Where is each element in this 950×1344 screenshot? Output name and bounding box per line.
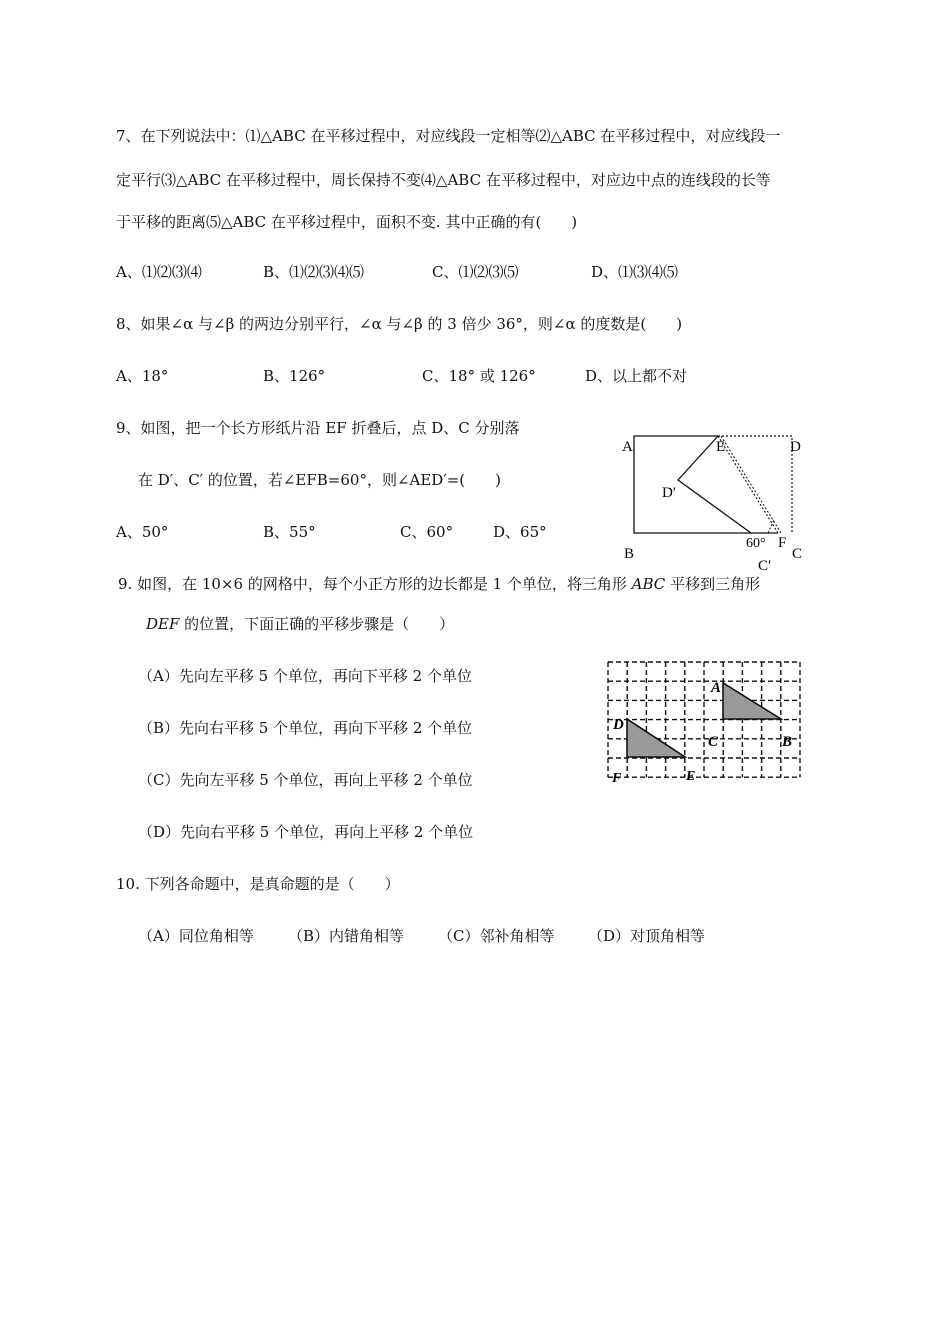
q7-option-a: A、⑴⑵⑶⑷ xyxy=(116,263,202,281)
q7-option-c: C、⑴⑵⑶⑸ xyxy=(432,263,519,281)
q9b-option-a: （A）先向左平移 5 个单位，再向下平移 2 个单位 xyxy=(138,667,472,685)
q10-option-b: （B）内错角相等 xyxy=(288,927,405,945)
rect-dotted-edges xyxy=(718,436,792,533)
q8-option-a: A、18° xyxy=(116,367,169,385)
label-d: D xyxy=(613,717,624,733)
label-a: A xyxy=(711,680,722,696)
triangle-def xyxy=(627,719,685,757)
q9b-line1-post: 平移到三角形 xyxy=(665,575,761,593)
label-d-prime: D′ xyxy=(662,485,677,501)
q7-line3: 于平移的距离⑸△ABC 在平移过程中，面积不变. 其中正确的有( ) xyxy=(116,213,578,231)
label-b: B xyxy=(624,546,635,562)
q8-option-b: B、126° xyxy=(263,367,326,385)
q9a-option-c: C、60° xyxy=(400,523,454,541)
label-a: A xyxy=(622,439,633,455)
label-d: D xyxy=(790,439,801,455)
q7-option-b: B、⑴⑵⑶⑷⑸ xyxy=(263,263,365,281)
label-f: F xyxy=(612,771,622,786)
q7-line1: 7、在下列说法中：⑴△ABC 在平移过程中，对应线段一定相等⑵△ABC 在平移过程中，对应线段一 xyxy=(116,127,781,145)
q10-option-a: （A）同位角相等 xyxy=(138,927,254,945)
q9b-option-d: （D）先向右平移 5 个单位，再向上平移 2 个单位 xyxy=(138,823,474,841)
q9b-line2 xyxy=(146,614,454,634)
q9a-option-a: A、50° xyxy=(116,523,169,541)
label-c: C xyxy=(792,546,803,562)
label-e: E xyxy=(686,769,696,784)
q9b-line1-pre: 9. 如图，在 10×6 的网格中，每个小正方形的边长都是 1 个单位，将三角形 xyxy=(118,575,632,593)
q7-line2: 定平行⑶△ABC 在平移过程中，周长保持不变⑷△ABC 在平移过程中，对应边中点的连线段的长等 xyxy=(116,171,771,189)
q8-option-c: C、18° 或 126° xyxy=(422,367,536,385)
q9a-line2: 在 D′、C′ 的位置，若∠EFB=60°，则∠AED′=( ) xyxy=(138,471,502,489)
label-c-prime: C′ xyxy=(758,558,772,574)
label-e: E xyxy=(716,439,726,455)
q7-option-d: D、⑴⑶⑷⑸ xyxy=(591,263,679,281)
label-c: C xyxy=(708,734,719,750)
q9a-option-b: B、55° xyxy=(263,523,316,541)
q8-line1: 8、如果∠α 与∠β 的两边分别平行，∠α 与∠β 的 3 倍少 36°，则∠α 的度数是( ) xyxy=(116,315,683,333)
q10-option-c: （C）邻补角相等 xyxy=(438,927,555,945)
q9a-line1: 9、如图，把一个长方形纸片沿 EF 折叠后，点 D、C 分别落 xyxy=(116,419,520,437)
q10-option-d: （D）对顶角相等 xyxy=(588,927,706,945)
fold-line-ef xyxy=(718,436,778,533)
label-f: F xyxy=(778,535,787,551)
rect-solid-edges xyxy=(634,436,751,533)
label-b: B xyxy=(782,734,793,750)
q9b-line2-post: 的位置，下面正确的平移步骤是（ ） xyxy=(179,615,455,633)
q9b-option-c: （C）先向左平移 5 个单位，再向上平移 2 个单位 xyxy=(138,771,473,789)
q10-line1: 10. 下列各命题中，是真命题的是（ ） xyxy=(116,875,400,893)
q9a-option-d: D、65° xyxy=(493,523,547,541)
q9b-line1 xyxy=(118,574,760,594)
q9b-option-b: （B）先向右平移 5 个单位，再向下平移 2 个单位 xyxy=(138,719,473,737)
label-angle: 60° xyxy=(746,536,766,551)
q9b-line2-def: DEF xyxy=(146,615,180,633)
folded-flap xyxy=(678,436,778,533)
translation-grid-figure xyxy=(600,656,810,786)
q9b-line1-abc: ABC xyxy=(631,575,666,593)
q8-option-d: D、以上都不对 xyxy=(585,367,688,385)
folding-rectangle-figure xyxy=(618,428,818,578)
